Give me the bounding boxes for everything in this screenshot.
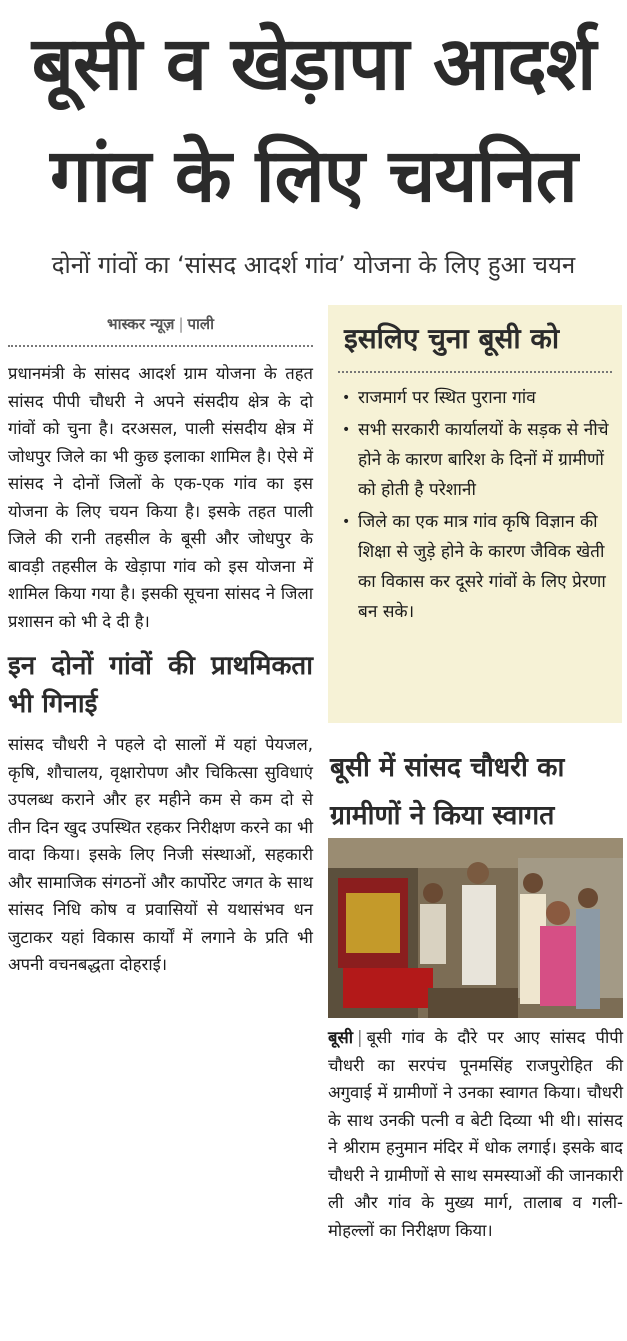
reasons-box-divider — [338, 371, 612, 373]
bullet-icon: • — [342, 422, 351, 438]
main-headline — [0, 8, 627, 232]
temple-welcome-photo — [328, 838, 623, 1018]
headline-line-1: बूसी व खेड़ापा आदर्श — [31, 21, 596, 107]
byline-divider — [8, 345, 313, 347]
main-story — [8, 360, 313, 979]
list-item: • राजमार्ग पर स्थित पुराना गांव — [342, 383, 612, 413]
list-item: • सभी सरकारी कार्यालयों के सड़क से नीचे होने के कारण बारिश के दिनों में ग्रामीणों को होती है परेशानी — [342, 415, 612, 505]
subheadline: दोनों गांवों का ‘सांसद आदर्श गांव’ योजना के लिए हुआ चयन — [51, 251, 576, 279]
photo-headline-line-1: बूसी में सांसद चौधरी का — [330, 752, 565, 783]
byline — [8, 314, 313, 334]
reasons-list — [328, 383, 622, 627]
caption-text: बूसी गांव के दौरे पर आए सांसद पीपी चौधरी का सरपंच पूनमसिंह राजपुरोहित की अगुवाई में ग्रामीणों ने उनका स्वागत किया। चौधरी के साथ उनकी पत्नी व बेटी दिव्या भी थी। सांसद ने श्रीराम हनुमान मंदिर में धोक लगाई। इसके बाद चौधरी ने ग्रामीणों से साथ समस्याओं की जानकारी ली और गांव के मुख्य मार्ग, तालाब व गली-मोहल्लों का निरीक्षण किया। — [328, 1028, 623, 1240]
byline-separator: | — [178, 315, 184, 333]
news-photo — [328, 838, 623, 1018]
photo-headline-line-2: ग्रामीणों ने किया स्वागत — [330, 800, 555, 831]
story-subheading: इन दोनों गांवों की प्राथमिकता भी गिनाई — [8, 651, 313, 719]
headline-line-2: गांव के लिए चयनित — [50, 133, 577, 219]
caption-place: बूसी — [328, 1028, 353, 1047]
bullet-icon: • — [342, 390, 351, 406]
list-item: • जिले का एक मात्र गांव कृषि विज्ञान की शिक्षा से जुड़े होने के कारण जैविक खेती का विकास कर दूसरे गांवों के लिए प्रेरणा बन सके। — [342, 507, 612, 627]
photo-caption — [328, 1024, 623, 1244]
byline-place: पाली — [187, 315, 214, 333]
photo-story-headline — [330, 744, 625, 840]
reasons-box — [328, 305, 622, 723]
story-paragraph-1: प्रधानमंत्री के सांसद आदर्श ग्राम योजना के तहत सांसद पीपी चौधरी ने अपने संसदीय क्षेत्र के दो गांवों को चुना है। दरअसल, पाली संसदीय क्षेत्र में जोधपुर जिले का भी कुछ इलाका शामिल है। ऐसे में सांसद ने दोनों जिलों के एक-एक गांव का इस योजना के लिए चयन किया है। इसके तहत पाली जिले की रानी तहसील के बूसी और जोधपुर के बावड़ी तहसील के खेड़ापा गांव को इस योजना में शामिल किया गया है। इसकी सूचना सांसद ने जिला प्रशासन को भी दे दी है। — [8, 364, 313, 631]
bullet-icon: • — [342, 514, 351, 530]
reasons-box-title: इसलिए चुना बूसी को — [344, 322, 560, 355]
caption-separator: | — [357, 1028, 363, 1047]
story-paragraph-2: सांसद चौधरी ने पहले दो सालों में यहां पेयजल, कृषि, शौचालय, वृक्षारोपण और चिकित्सा सुविधाएं उपलब्ध कराने और हर महीने कम से कम दो से तीन दिन खुद उपस्थित रहकर निरीक्षण करने का भी वादा किया। इसके लिए निजी संस्थाओं, सहकारी और सामाजिक संगठनों और कार्पोरेट जगत के साथ सांसद निधि कोष व प्रवासियों से यथासंभव धन जुटाकर यहां विकास कार्यों में लगाने के प्रति भी अपनी वचनबद्धता दोहराई। — [8, 735, 313, 974]
byline-source: भास्कर न्यूज़ — [107, 315, 175, 333]
